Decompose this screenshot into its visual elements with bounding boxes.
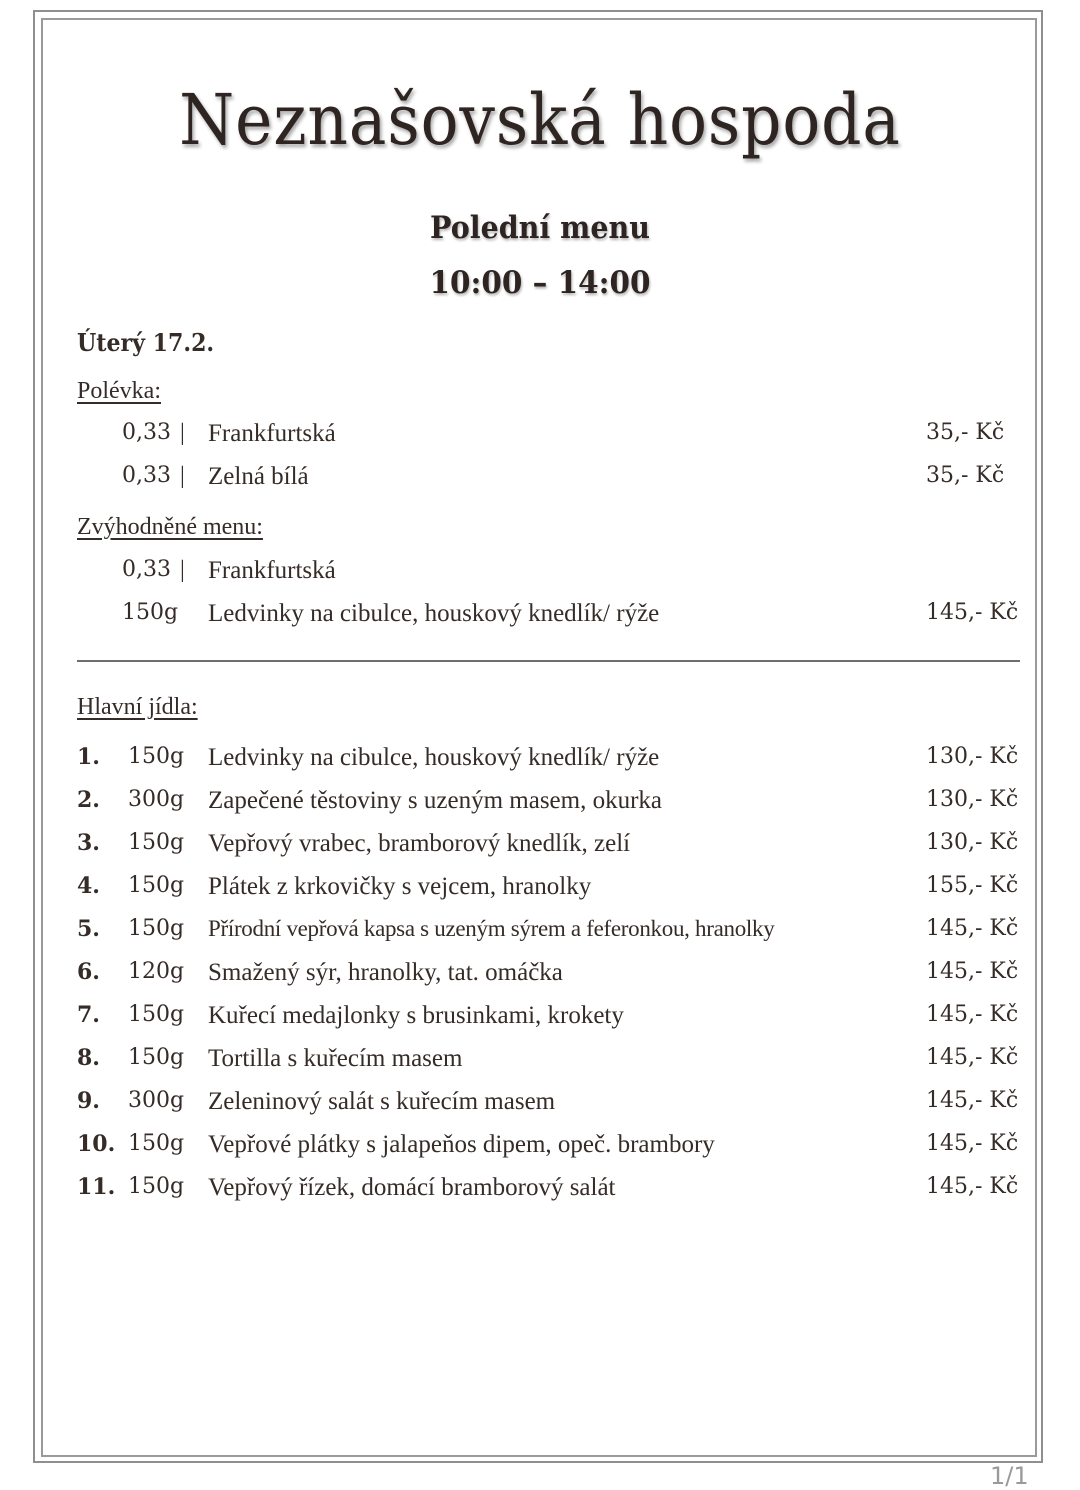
item-price: 155,- Kč [926,873,1019,898]
main-dish-item [0,1174,1080,1208]
main-dish-item [0,830,1080,864]
item-name: Ledvinky na cibulce, houskový knedlík/ rýže [208,744,660,771]
item-price: 145,- Kč [926,959,1019,984]
item-name: Zapečené těstoviny s uzeným masem, okurka [208,787,663,814]
item-name: Plátek z krkovičky s vejcem, hranolky [208,873,592,900]
section-heading-combo: Zvýhodněné menu: [77,514,263,540]
section-divider [77,660,1020,662]
item-name: Tortilla s kuřecím masem [208,1045,463,1072]
item-quantity: 150g [128,916,185,941]
main-dish-item [0,787,1080,821]
item-number: 3. [77,830,100,856]
menu-subtitle: Polední menu [430,210,650,246]
combo-item [0,557,1080,591]
main-dish-item [0,1088,1080,1122]
item-price: 145,- Kč [926,916,1019,941]
item-name: Smažený sýr, hranolky, tat. omáčka [208,959,563,986]
restaurant-title: Neznašovská hospoda [179,79,901,161]
combo-item [0,600,1080,634]
item-number: 11. [77,1174,116,1200]
item-quantity: 300g [128,1088,185,1113]
section-heading-soups: Polévka: [77,378,161,404]
item-separator: | [180,420,185,446]
item-quantity: 0,33 [122,463,171,488]
item-quantity: 0,33 [122,420,171,445]
item-name: Vepřový řízek, domácí bramborový salát [208,1174,616,1201]
item-name: Ledvinky na cibulce, houskový knedlík/ rýže [208,600,660,627]
item-quantity: 150g [122,600,179,625]
item-price: 35,- Kč [926,463,1005,488]
item-price: 130,- Kč [926,744,1019,769]
item-price: 145,- Kč [926,1174,1019,1199]
item-quantity: 120g [128,959,185,984]
section-heading-mains: Hlavní jídla: [77,694,198,720]
item-number: 10. [77,1131,116,1157]
item-price: 145,- Kč [926,600,1019,625]
item-price: 35,- Kč [926,420,1005,445]
item-number: 8. [77,1045,100,1071]
item-price: 130,- Kč [926,830,1019,855]
item-number: 1. [77,744,100,770]
item-name: Přírodní vepřová kapsa s uzeným sýrem a feferonkou, hranolky [208,916,775,941]
item-number: 7. [77,1002,100,1028]
item-number: 2. [77,787,100,813]
item-name: Zelná bílá [208,463,309,490]
item-name: Zeleninový salát s kuřecím masem [208,1088,556,1115]
item-separator: | [180,463,185,489]
item-price: 145,- Kč [926,1002,1019,1027]
item-quantity: 150g [128,1045,185,1070]
main-dish-item [0,916,1080,950]
main-dish-item [0,1045,1080,1079]
item-number: 5. [77,916,100,942]
item-separator: | [180,557,185,583]
item-quantity: 300g [128,787,185,812]
item-price: 145,- Kč [926,1045,1019,1070]
item-quantity: 150g [128,873,185,898]
main-dish-item [0,744,1080,778]
item-quantity: 150g [128,830,185,855]
item-name: Vepřový vrabec, bramborový knedlík, zelí [208,830,631,857]
page-indicator: 1/1 [990,1462,1029,1490]
opening-hours: 10:00 – 14:00 [429,265,651,301]
soup-item [0,420,1080,454]
soup-item [0,463,1080,497]
item-name: Kuřecí medajlonky s brusinkami, krokety [208,1002,624,1029]
main-dish-item [0,959,1080,993]
menu-date: Úterý 17.2. [77,328,215,357]
item-number: 6. [77,959,100,985]
item-name: Frankfurtská [208,420,336,447]
item-quantity: 150g [128,744,185,769]
item-price: 145,- Kč [926,1131,1019,1156]
item-number: 9. [77,1088,100,1114]
item-name: Vepřové plátky s jalapeňos dipem, opeč. brambory [208,1131,715,1158]
item-quantity: 0,33 [122,557,171,582]
main-dish-item [0,1131,1080,1165]
item-quantity: 150g [128,1131,185,1156]
item-quantity: 150g [128,1002,185,1027]
main-dish-item [0,1002,1080,1036]
item-number: 4. [77,873,100,899]
main-dish-item [0,873,1080,907]
item-name: Frankfurtská [208,557,336,584]
item-price: 145,- Kč [926,1088,1019,1113]
item-quantity: 150g [128,1174,185,1199]
item-price: 130,- Kč [926,787,1019,812]
